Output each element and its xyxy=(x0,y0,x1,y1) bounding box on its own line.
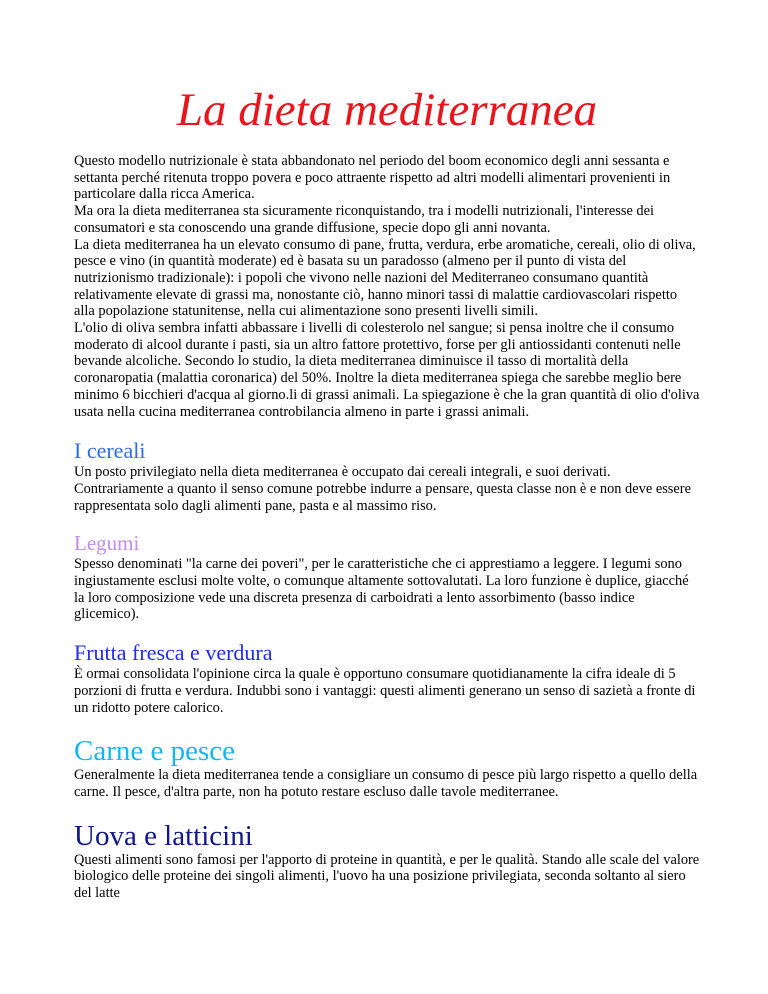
section-heading-frutta: Frutta fresca e verdura xyxy=(74,640,273,666)
section-body-carne: Generalmente la dieta mediterranea tende a consigliare un consumo di pesce più largo rispetto a quello della carne. Il pesce, d'altra parte, non ha potuto restare escluso dalle tavole mediterranee. xyxy=(74,767,698,800)
section-heading-cereali: I cereali xyxy=(74,438,146,464)
intro-paragraph-4: L'olio di oliva sembra infatti abbassare i livelli di colesterolo nel sangue; si pensa inoltre che il consumo moderato di alcool durante i pasti, sia un altro fattore protettivo, forse per gli antiossidanti contenuti nelle bevande alcoliche. Secondo lo studio, la dieta mediterranea diminuisce il tasso di mortalità della coronaropatia (malattia coronarica) del 50%. Inoltre la dieta mediterranea spiega che sarebbe meglio bere minimo 6 bicchieri d'acqua al giorno.li di grassi animali. La spiegazione è che la gran quantità di olio d'oliva usata nella cucina mediterranea controbilancia almeno in parte i grassi animali. xyxy=(74,320,700,420)
intro-paragraph-1: Questo modello nutrizionale è stata abbandonato nel periodo del boom economico degli anni sessanta e settanta perché ritenuta troppo povera e poco attraente rispetto ad altri modelli alimentari provenienti in particolare dalla ricca America. xyxy=(74,153,671,203)
section-body-cereali: Un posto privilegiato nella dieta mediterranea è occupato dai cereali integrali, e suoi derivati. Contrariamente a quanto il senso comune potrebbe indurre a pensare, questa classe non è e non deve essere rappresentata solo dagli alimenti pane, pasta e al massimo riso. xyxy=(74,464,691,514)
section-heading-legumi: Legumi xyxy=(74,531,140,556)
intro-text xyxy=(74,153,700,420)
intro-paragraph-3: La dieta mediterranea ha un elevato consumo di pane, frutta, verdura, erbe aromatiche, cereali, olio di oliva, pesce e vino (in quantità moderate) ed è basata su un paradosso (almeno per il punto di vista del nutrizionismo tradizionale): i popoli che vivono nelle nazioni del Mediterraneo consumano quantità relativamente elevate di grassi ma, nonostante ciò, hanno minori tassi di malattie cardiovascolari rispetto alla popolazione statunitense, nella cui alimentazione sono presenti livelli simili. xyxy=(74,236,696,320)
section-body-legumi: Spesso denominati "la carne dei poveri", per le caratteristiche che ci apprestiamo a leggere. I legumi sono ingiustamente esclusi molte volte, o comunque altamente sottovalutati. La loro funzione è duplice, giacché la loro composizione vede una discreta presenza di carboidrati a lento assorbimento (basso indice glicemico). xyxy=(74,556,689,623)
section-body-frutta: È ormai consolidata l'opinione circa la quale è opportuno consumare quotidianamente la cifra ideale di 5 porzioni di frutta e verdura. Indubbi sono i vantaggi: questi alimenti generano un senso di sazietà a fronte di un ridotto potere calorico. xyxy=(74,666,696,716)
intro-paragraph-2: Ma ora la dieta mediterranea sta sicuramente riconquistando, tra i modelli nutrizionali, l'interesse dei consumatori e sta conoscendo una grande diffusione, specie dopo gli anni novanta. xyxy=(74,203,655,236)
section-heading-carne: Carne e pesce xyxy=(74,735,236,768)
document-page xyxy=(74,0,700,902)
section-body-uova: Questi alimenti sono famosi per l'apporto di proteine in quantità, e per le qualità. Stando alle scale del valore biologico delle proteine dei singoli alimenti, l'uovo ha una posizione privilegiata, seconda soltanto al siero del latte xyxy=(74,851,700,902)
section-heading-uova: Uova e latticini xyxy=(74,819,253,852)
page-title: La dieta mediterranea xyxy=(176,84,598,136)
